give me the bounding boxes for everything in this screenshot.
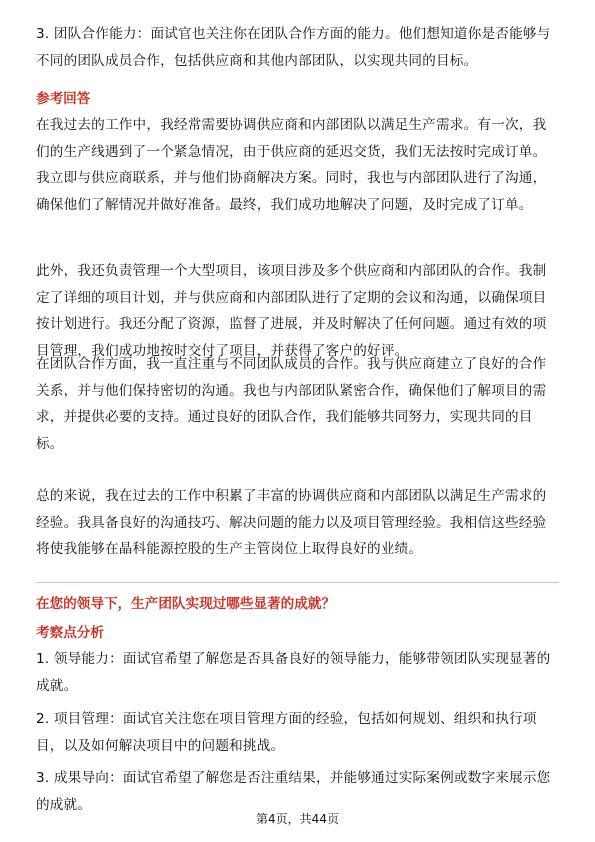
- answer-paragraph-2: 此外，我还负责管理一个大型项目，该项目涉及多个供应商和内部团队的合作。我制定了详细的项目计划，并与供应商和内部团队进行了定期的会议和沟通，以确保项目按计划进行。我还分配了资源，监督了进展，并及时解决了任何问题。通过有效的项目管理，我们成功地按时交付了项目，并获得了客户的好评。: [36, 263, 547, 359]
- intro-item: 3. 团队合作能力：面试官也关注你在团队合作方面的能力。他们想知道你是否能够与不同的团队成员合作，包括供应商和其他内部团队，以实现共同的目标。: [36, 26, 551, 69]
- section-divider: [36, 582, 559, 583]
- analysis-heading: 考察点分析: [36, 625, 104, 641]
- answer-paragraph-1: 在我过去的工作中，我经常需要协调供应商和内部团队以满足生产需求。有一次，我们的生产线遇到了一个紧急情况，由于供应商的延迟交货，我们无法按时完成订单。我立即与供应商联系，并与他们协商解决方案。同时，我也与内部团队进行了沟通，确保他们了解情况并做好准备。最终，我们成功地解决了问题，及时完成了订单。: [36, 117, 547, 213]
- page-footer: 第4页，共44页: [256, 812, 339, 826]
- answer-paragraph-4: 总的来说，我在过去的工作中积累了丰富的协调供应商和内部团队以满足生产需求的经验。我具备良好的沟通技巧、解决问题的能力以及项目管理经验。我相信这些经验将使我能够在晶科能源控股的生产主管岗位上取得良好的业绩。: [36, 488, 547, 557]
- analysis-item-2: 2. 项目管理：面试官关注您在项目管理方面的经验，包括如何规划、组织和执行项目，以及如何解决项目中的问题和挑战。: [36, 711, 537, 754]
- analysis-item-1: 1. 领导能力：面试官希望了解您是否具备良好的领导能力，能够带领团队实现显著的成就。: [36, 651, 551, 694]
- answer-heading: 参考回答: [36, 91, 91, 107]
- analysis-item-3: 3. 成果导向：面试官希望了解您是否注重结果，并能够通过实际案例或数字来展示您的成就。: [36, 770, 551, 813]
- question-title: 在您的领导下，生产团队实现过哪些显著的成就？: [36, 596, 336, 612]
- answer-paragraph-3: 在团队合作方面，我一直注重与不同团队成员的合作。我与供应商建立了良好的合作关系，并与他们保持密切的沟通。我也与内部团队紧密合作，确保他们了解项目的需求，并提供必要的支持。通过良好的团队合作，我们能够共同努力，实现共同的目标。: [36, 356, 547, 452]
